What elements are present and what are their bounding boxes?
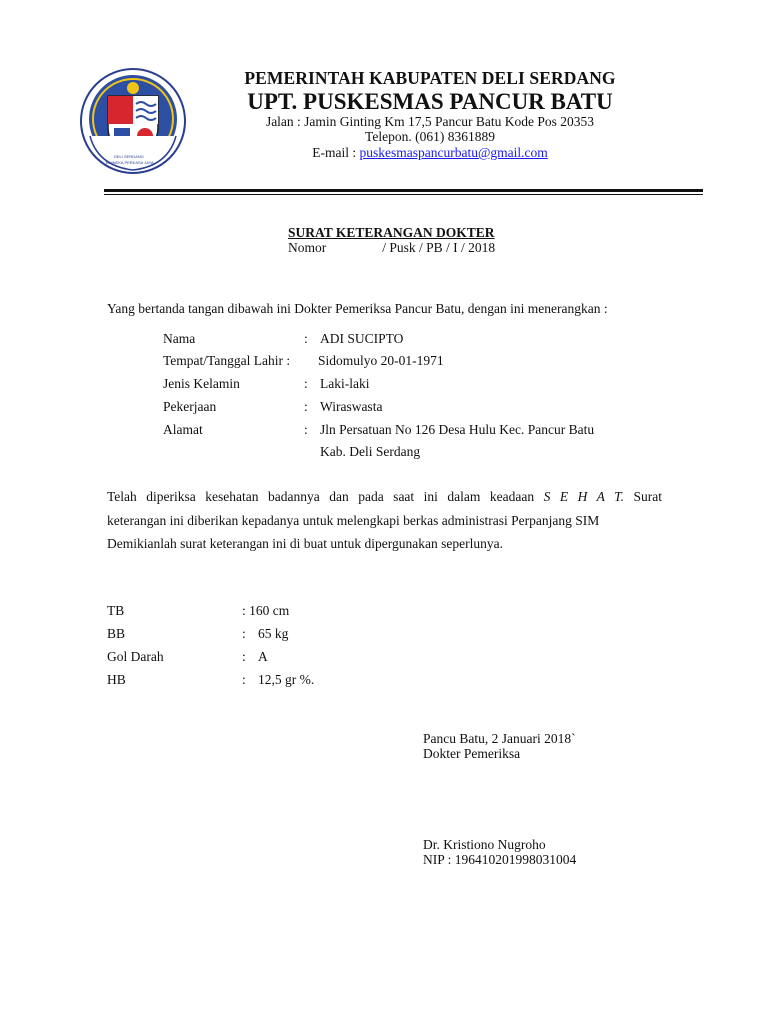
email-label: E-mail : bbox=[312, 145, 360, 160]
nomor-label: Nomor bbox=[288, 240, 327, 255]
letterhead-address: Jalan : Jamin Ginting Km 17,5 Pancur Batu Kode Pos 20353 bbox=[265, 114, 595, 129]
logo-text-bottom: BHINEKA PERKASA JAYA bbox=[106, 160, 154, 165]
bb-label: BB bbox=[107, 626, 126, 641]
pekerjaan-sep: : bbox=[304, 399, 308, 414]
logo-text-top: DELI SERDANG bbox=[114, 154, 144, 159]
signature-role: Dokter Pemeriksa bbox=[423, 746, 521, 761]
alamat-value-line2: Kab. Deli Serdang bbox=[320, 444, 421, 459]
nomor-value: / Pusk / PB / I / 2018 bbox=[382, 240, 496, 255]
ttl-value: Sidomulyo 20-01-1971 bbox=[318, 353, 444, 368]
letterhead-phone: Telepon. (061) 8361889 bbox=[365, 129, 495, 144]
tb-value: : 160 cm bbox=[242, 603, 290, 618]
body-text-end: Surat bbox=[633, 489, 663, 504]
pekerjaan-value: Wiraswasta bbox=[320, 399, 383, 414]
body-text-start: Telah diperiksa kesehatan badannya dan pada saat ini dalam keadaan bbox=[107, 489, 535, 504]
jenis-kelamin-label: Jenis Kelamin bbox=[163, 376, 240, 391]
hb-label: HB bbox=[107, 672, 126, 687]
gol-darah-sep: : bbox=[242, 649, 246, 664]
alamat-sep: : bbox=[304, 422, 308, 437]
body-paragraph-line2: keterangan ini diberikan kepadanya untuk melengkapi berkas administrasi Perpanjang SIM bbox=[107, 513, 600, 528]
alamat-value-line1: Jln Persatuan No 126 Desa Hulu Kec. Pancur Batu bbox=[320, 422, 595, 437]
header-divider-thick bbox=[104, 189, 703, 192]
letterhead-institution: UPT. PUSKESMAS PANCUR BATU bbox=[247, 89, 613, 114]
pekerjaan-label: Pekerjaan bbox=[163, 399, 217, 414]
nama-value: ADI SUCIPTO bbox=[320, 331, 404, 346]
nama-label: Nama bbox=[163, 331, 196, 346]
signature-nip: NIP : 196410201998031004 bbox=[423, 852, 577, 867]
bb-value: 65 kg bbox=[258, 626, 289, 641]
signature-name: Dr. Kristiono Nugroho bbox=[423, 837, 546, 852]
health-status: S E H A T. bbox=[543, 489, 625, 504]
signature-place-date: Pancu Batu, 2 Januari 2018` bbox=[423, 731, 576, 746]
document-number bbox=[288, 240, 495, 256]
intro-text: Yang bertanda tangan dibawah ini Dokter Pemeriksa Pancur Batu, dengan ini menerangkan : bbox=[107, 301, 608, 316]
letterhead-email-line bbox=[200, 145, 660, 161]
jenis-kelamin-value: Laki-laki bbox=[320, 376, 370, 391]
ttl-label: Tempat/Tanggal Lahir : bbox=[163, 353, 291, 368]
letterhead-government: PEMERINTAH KABUPATEN DELI SERDANG bbox=[244, 68, 616, 88]
deli-serdang-emblem bbox=[78, 66, 188, 176]
gol-darah-label: Gol Darah bbox=[107, 649, 164, 664]
hb-value: 12,5 gr %. bbox=[258, 672, 315, 687]
hb-sep: : bbox=[242, 672, 246, 687]
body-paragraph-line1 bbox=[107, 489, 662, 505]
document-title: SURAT KETERANGAN DOKTER bbox=[288, 225, 495, 240]
bb-sep: : bbox=[242, 626, 246, 641]
nama-sep: : bbox=[304, 331, 308, 346]
body-paragraph-line3: Demikianlah surat keterangan ini di buat untuk dipergunakan seperlunya. bbox=[107, 536, 504, 551]
gol-darah-value: A bbox=[258, 649, 268, 664]
header-divider-thin bbox=[104, 194, 703, 195]
tb-label: TB bbox=[107, 603, 125, 618]
jenis-kelamin-sep: : bbox=[304, 376, 308, 391]
email-link[interactable]: puskesmaspancurbatu@gmail.com bbox=[359, 145, 548, 160]
alamat-label: Alamat bbox=[163, 422, 203, 437]
